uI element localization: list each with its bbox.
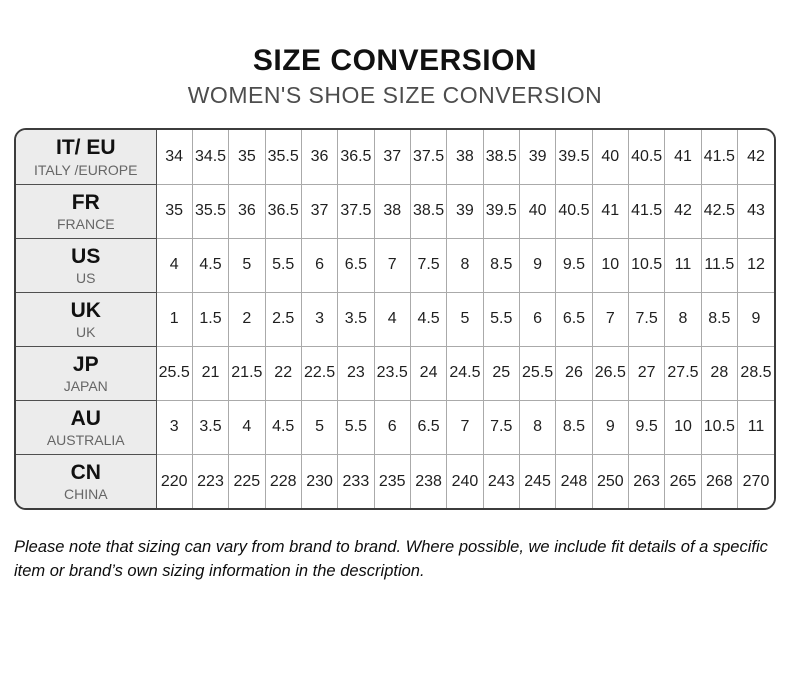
- size-value-cell: 36: [229, 184, 265, 238]
- size-value-cell: 25.5: [156, 346, 192, 400]
- size-value-cell: 7: [592, 292, 628, 346]
- size-value-cell: 10.5: [701, 400, 737, 454]
- size-conversion-table: [16, 130, 774, 508]
- size-value-cell: 5.5: [483, 292, 519, 346]
- size-value-cell: 26: [556, 346, 592, 400]
- size-value-cell: 9.5: [556, 238, 592, 292]
- region-header-cell: [16, 184, 156, 238]
- size-value-cell: 5: [447, 292, 483, 346]
- size-value-cell: 230: [301, 454, 337, 508]
- size-value-cell: 4.5: [410, 292, 446, 346]
- size-value-cell: 9: [592, 400, 628, 454]
- size-value-cell: 5: [229, 238, 265, 292]
- size-value-cell: 223: [192, 454, 228, 508]
- size-value-cell: 8: [447, 238, 483, 292]
- size-value-cell: 8: [665, 292, 701, 346]
- size-row: [16, 292, 774, 346]
- size-value-cell: 28.5: [738, 346, 775, 400]
- region-name: US: [76, 269, 96, 286]
- size-value-cell: 243: [483, 454, 519, 508]
- size-value-cell: 220: [156, 454, 192, 508]
- size-value-cell: 28: [701, 346, 737, 400]
- size-value-cell: 270: [738, 454, 775, 508]
- size-value-cell: 39.5: [483, 184, 519, 238]
- size-value-cell: 245: [519, 454, 555, 508]
- size-value-cell: 37.5: [410, 130, 446, 184]
- size-value-cell: 2.5: [265, 292, 301, 346]
- size-value-cell: 35.5: [192, 184, 228, 238]
- size-value-cell: 6: [374, 400, 410, 454]
- size-value-cell: 263: [628, 454, 664, 508]
- size-value-cell: 1.5: [192, 292, 228, 346]
- size-value-cell: 8.5: [701, 292, 737, 346]
- region-code: UK: [70, 298, 101, 322]
- size-value-cell: 6: [519, 292, 555, 346]
- size-value-cell: 27.5: [665, 346, 701, 400]
- size-value-cell: 42: [738, 130, 775, 184]
- size-value-cell: 7.5: [483, 400, 519, 454]
- region-code: CN: [70, 460, 101, 484]
- size-value-cell: 41: [665, 130, 701, 184]
- size-value-cell: 41.5: [701, 130, 737, 184]
- region-code: US: [71, 244, 101, 268]
- size-value-cell: 233: [338, 454, 374, 508]
- size-value-cell: 25.5: [519, 346, 555, 400]
- size-value-cell: 3.5: [192, 400, 228, 454]
- sizing-footnote: Please note that sizing can vary from brand to brand. Where possible, we include fit details of a specific item or brand’s own sizing information in the description.: [14, 538, 768, 581]
- size-value-cell: 5: [301, 400, 337, 454]
- size-value-cell: 4: [229, 400, 265, 454]
- size-value-cell: 9: [738, 292, 775, 346]
- size-value-cell: 268: [701, 454, 737, 508]
- size-value-cell: 4: [156, 238, 192, 292]
- size-value-cell: 6.5: [556, 292, 592, 346]
- size-value-cell: 3: [156, 400, 192, 454]
- size-row: [16, 400, 774, 454]
- size-value-cell: 36: [301, 130, 337, 184]
- region-name: UK: [76, 323, 96, 340]
- size-value-cell: 235: [374, 454, 410, 508]
- size-value-cell: 39: [519, 130, 555, 184]
- region-header-cell: [16, 400, 156, 454]
- region-code: IT/ EU: [55, 136, 116, 160]
- size-value-cell: 7.5: [410, 238, 446, 292]
- region-name: ITALY /EUROPE: [34, 161, 138, 178]
- size-value-cell: 265: [665, 454, 701, 508]
- size-value-cell: 38: [447, 130, 483, 184]
- size-value-cell: 38.5: [410, 184, 446, 238]
- size-value-cell: 21.5: [229, 346, 265, 400]
- size-value-cell: 39.5: [556, 130, 592, 184]
- size-value-cell: 4.5: [192, 238, 228, 292]
- region-code: FR: [71, 190, 100, 214]
- size-value-cell: 21: [192, 346, 228, 400]
- region-code: JP: [72, 352, 99, 376]
- size-value-cell: 1: [156, 292, 192, 346]
- size-value-cell: 40: [519, 184, 555, 238]
- size-value-cell: 26.5: [592, 346, 628, 400]
- region-header-cell: [16, 292, 156, 346]
- size-value-cell: 35.5: [265, 130, 301, 184]
- size-value-cell: 5.5: [338, 400, 374, 454]
- size-value-cell: 248: [556, 454, 592, 508]
- size-value-cell: 42: [665, 184, 701, 238]
- size-value-cell: 6.5: [338, 238, 374, 292]
- size-value-cell: 34: [156, 130, 192, 184]
- size-value-cell: 11.5: [701, 238, 737, 292]
- size-value-cell: 37: [301, 184, 337, 238]
- region-header-cell: [16, 238, 156, 292]
- size-value-cell: 23.5: [374, 346, 410, 400]
- size-value-cell: 37.5: [338, 184, 374, 238]
- size-value-cell: 8.5: [483, 238, 519, 292]
- size-value-cell: 27: [628, 346, 664, 400]
- size-value-cell: 4.5: [265, 400, 301, 454]
- size-value-cell: 24: [410, 346, 446, 400]
- size-row: [16, 346, 774, 400]
- size-value-cell: 225: [229, 454, 265, 508]
- size-value-cell: 2: [229, 292, 265, 346]
- size-value-cell: 22: [265, 346, 301, 400]
- size-value-cell: 25: [483, 346, 519, 400]
- size-value-cell: 6.5: [410, 400, 446, 454]
- size-conversion-table-frame: [14, 128, 776, 510]
- size-value-cell: 5.5: [265, 238, 301, 292]
- size-value-cell: 9: [519, 238, 555, 292]
- size-value-cell: 7: [374, 238, 410, 292]
- size-value-cell: 12: [738, 238, 775, 292]
- page-title: SIZE CONVERSION: [252, 44, 538, 77]
- region-name: JAPAN: [63, 377, 108, 394]
- size-value-cell: 238: [410, 454, 446, 508]
- size-value-cell: 10.5: [628, 238, 664, 292]
- size-value-cell: 4: [374, 292, 410, 346]
- size-value-cell: 41.5: [628, 184, 664, 238]
- size-value-cell: 7.5: [628, 292, 664, 346]
- size-value-cell: 39: [447, 184, 483, 238]
- size-conversion-page: [0, 44, 790, 675]
- size-row: [16, 184, 774, 238]
- page-subtitle: WOMEN'S SHOE SIZE CONVERSION: [187, 82, 603, 108]
- region-header-cell: [16, 454, 156, 508]
- size-value-cell: 34.5: [192, 130, 228, 184]
- region-header-cell: [16, 130, 156, 184]
- region-name: AUSTRALIA: [46, 431, 125, 448]
- size-value-cell: 7: [447, 400, 483, 454]
- size-value-cell: 10: [665, 400, 701, 454]
- size-value-cell: 40.5: [556, 184, 592, 238]
- size-value-cell: 3.5: [338, 292, 374, 346]
- region-header-cell: [16, 346, 156, 400]
- size-value-cell: 3: [301, 292, 337, 346]
- size-value-cell: 36.5: [338, 130, 374, 184]
- size-row: [16, 130, 774, 184]
- size-value-cell: 37: [374, 130, 410, 184]
- size-value-cell: 38.5: [483, 130, 519, 184]
- region-code: AU: [70, 406, 101, 430]
- size-value-cell: 36.5: [265, 184, 301, 238]
- region-name: FRANCE: [56, 215, 115, 232]
- size-value-cell: 10: [592, 238, 628, 292]
- size-value-cell: 40.5: [628, 130, 664, 184]
- size-value-cell: 228: [265, 454, 301, 508]
- size-row: [16, 238, 774, 292]
- size-value-cell: 11: [738, 400, 775, 454]
- size-value-cell: 9.5: [628, 400, 664, 454]
- size-value-cell: 38: [374, 184, 410, 238]
- size-value-cell: 43: [738, 184, 775, 238]
- size-value-cell: 6: [301, 238, 337, 292]
- size-value-cell: 41: [592, 184, 628, 238]
- size-value-cell: 8.5: [556, 400, 592, 454]
- size-value-cell: 8: [519, 400, 555, 454]
- size-value-cell: 24.5: [447, 346, 483, 400]
- size-value-cell: 11: [665, 238, 701, 292]
- size-value-cell: 22.5: [301, 346, 337, 400]
- size-value-cell: 42.5: [701, 184, 737, 238]
- size-value-cell: 40: [592, 130, 628, 184]
- size-value-cell: 35: [229, 130, 265, 184]
- region-name: CHINA: [63, 486, 108, 503]
- size-row: [16, 454, 774, 508]
- size-table-body: [16, 130, 774, 508]
- size-value-cell: 250: [592, 454, 628, 508]
- size-value-cell: 23: [338, 346, 374, 400]
- size-value-cell: 240: [447, 454, 483, 508]
- size-value-cell: 35: [156, 184, 192, 238]
